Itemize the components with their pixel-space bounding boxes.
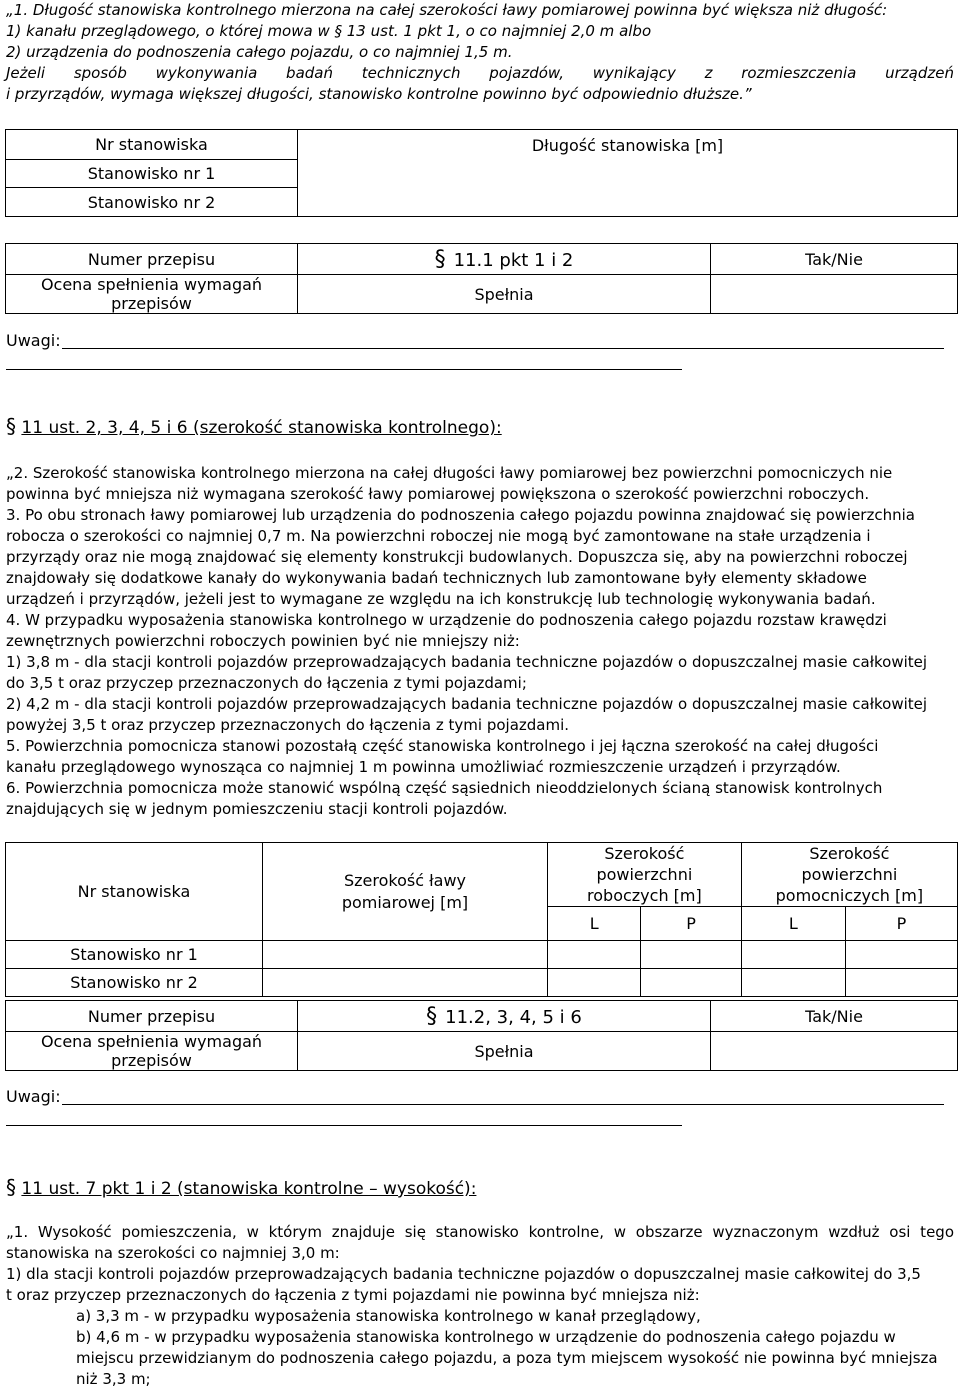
- assessment-table-2: [5, 1000, 958, 1071]
- body-line: 3. Po obu stronach ławy pomiarowej lub urządzenia do podnoszenia całego pojazdu powinna znajdować się powierzchnia: [6, 506, 915, 524]
- numer-przepisu-label: Numer przepisu: [6, 244, 298, 275]
- answer-field[interactable]: [711, 275, 958, 314]
- sub-header-l: L: [741, 907, 845, 941]
- section-sign: §: [434, 246, 446, 272]
- body-line: przyrządy oraz nie mogą znajdować się elementy konstrukcji budowlanych. Dopuszcza się, aby na powierzchni roboczej: [6, 548, 908, 566]
- section-sign: §: [426, 1003, 438, 1029]
- cell-input[interactable]: [548, 941, 641, 969]
- intro-paragraph: [6, 0, 954, 105]
- body-line: „2. Szerokość stanowiska kontrolnego mierzona na całej długości ławy pomiarowej bez powierzchni pomocniczych nie: [6, 464, 893, 482]
- intro-line: 2) urządzenia do podnoszenia całego pojazdu, o co najmniej 1,5 m.: [6, 43, 513, 61]
- cell-input[interactable]: [263, 969, 548, 997]
- body-line: kanału przeglądowego wynosząca co najmniej 1 m powinna umożliwiać rozmieszczenie urządzeń i przyrządów.: [6, 758, 841, 776]
- body-line: stanowiska na szerokości co najmniej 3,0 m:: [6, 1244, 340, 1262]
- width-table: [5, 842, 958, 997]
- col-header-pomocnicze: Szerokość powierzchni pomocniczych [m]: [741, 843, 957, 907]
- body-line: niż 3,3 m;: [76, 1370, 151, 1388]
- section-sign: §: [6, 1175, 16, 1199]
- body-line: 1) 3,8 m - dla stacji kontroli pojazdów przeprowadzających badania techniczne pojazdów o dopuszczalnej masie całkowitej: [6, 653, 928, 671]
- section-sign: §: [6, 414, 16, 438]
- section-heading: [6, 414, 502, 438]
- body-line: 1) dla stacji kontroli pojazdów przeprowadzających badania techniczne pojazdów o dopuszczalnej masie całkowitej do 3,5: [6, 1265, 921, 1283]
- cell-input[interactable]: [845, 969, 957, 997]
- col-header-lawa: Szerokość ławy pomiarowej [m]: [263, 843, 548, 941]
- intro-line: „1. Długość stanowiska kontrolnego mierzona na całej szerokości ławy pomiarowej powinna być większa niż długość:: [6, 1, 888, 19]
- ocena-label: Ocena spełnienia wymagań przepisów: [6, 275, 298, 314]
- row-stanowisko-1: Stanowisko nr 1: [6, 941, 263, 969]
- body-line: zewnętrznych powierzchni roboczych powinien być nie mniejszy niż:: [6, 632, 520, 650]
- body-line: powyżej 3,5 t oraz przyczep przeznaczonych do łączenia z tymi pojazdami.: [6, 716, 570, 734]
- przepis-number: § 11.1 pkt 1 i 2: [298, 244, 711, 275]
- answer-field[interactable]: [711, 1032, 958, 1071]
- body-line: miejscu przewidzianym do podnoszenia całego pojazdu, a poza tym miejscem wysokość nie powinna być mniejsza: [76, 1349, 938, 1367]
- sub-header-p: P: [845, 907, 957, 941]
- col-header-nr: Nr stanowiska: [6, 843, 263, 941]
- cell-input[interactable]: [741, 969, 845, 997]
- uwagi-label: Uwagi:: [6, 331, 61, 350]
- body-line: a) 3,3 m - w przypadku wyposażenia stanowiska kontrolnego w kanał przeglądowy,: [76, 1307, 701, 1325]
- ocena-label: Ocena spełnienia wymagań przepisów: [6, 1032, 298, 1071]
- cell-input[interactable]: [845, 941, 957, 969]
- body-line: „1. Wysokość pomieszczenia, w którym znajduje się stanowisko kontrolne, w obszarze wyznaczonym wzdłuż osi tego: [6, 1223, 954, 1241]
- assessment-table-1: [5, 243, 958, 314]
- uwagi-line[interactable]: [6, 1125, 682, 1126]
- body-line: znajdowały się dodatkowe kanały do wykonywania badań technicznych lub zamontowane były elementy składowe: [6, 569, 867, 587]
- body-line: robocza o szerokości co najmniej 0,7 m. Na powierzchni roboczej nie mogą być zamontowane na stałe urządzenia i: [6, 527, 871, 545]
- spelnia-label: Spełnia: [298, 1032, 711, 1071]
- cell-input[interactable]: [641, 941, 741, 969]
- section-title: 11 ust. 2, 3, 4, 5 i 6 (szerokość stanowiska kontrolnego):: [21, 418, 502, 438]
- sub-header-l: L: [548, 907, 641, 941]
- cell-input[interactable]: [548, 969, 641, 997]
- section2-paragraph: [6, 463, 954, 820]
- section3-paragraph: [6, 1222, 954, 1390]
- intro-line: Jeżeli sposób wykonywania badań technicznych pojazdów, wynikający z rozmieszczenia urządzeń: [6, 64, 954, 82]
- cell-input[interactable]: [641, 969, 741, 997]
- body-line: 2) 4,2 m - dla stacji kontroli pojazdów przeprowadzających badania techniczne pojazdów o dopuszczalnej masie całkowitej: [6, 695, 928, 713]
- spelnia-label: Spełnia: [298, 275, 711, 314]
- cell-input[interactable]: [741, 941, 845, 969]
- uwagi-line[interactable]: [62, 348, 944, 349]
- body-line: 6. Powierzchnia pomocnicza może stanowić wspólną część sąsiednich nieoddzielonych ścianą stanowisk kontrolnych: [6, 779, 883, 797]
- intro-line: i przyrządów, wymaga większej długości, stanowisko kontrolne powinno być odpowiednio dłuższe.”: [6, 85, 752, 103]
- intro-line: 1) kanału przeglądowego, o której mowa w § 13 ust. 1 pkt 1, o co najmniej 2,0 m albo: [6, 22, 652, 40]
- body-line: t oraz przyczep przeznaczonych do łączenia z tymi pojazdami nie powinna być mniejsza niż:: [6, 1286, 700, 1304]
- row-stanowisko-1: Stanowisko nr 1: [6, 160, 298, 188]
- length-table: [5, 129, 958, 217]
- taknie-label: Tak/Nie: [711, 1001, 958, 1032]
- taknie-label: Tak/Nie: [711, 244, 958, 275]
- uwagi-line[interactable]: [6, 369, 682, 370]
- col-header-dlugosc: Długość stanowiska [m]: [298, 130, 958, 217]
- cell-input[interactable]: [263, 941, 548, 969]
- body-line: znajdujących się w jednym pomieszczeniu stacji kontroli pojazdów.: [6, 800, 508, 818]
- body-line: powinna być mniejsza niż wymagana szerokość ławy pomiarowej powiększona o szerokość powierzchni roboczych.: [6, 485, 870, 503]
- body-line: 5. Powierzchnia pomocnicza stanowi pozostałą część stanowiska kontrolnego i jej łączna szerokość na całej długości: [6, 737, 879, 755]
- numer-przepisu-label: Numer przepisu: [6, 1001, 298, 1032]
- uwagi-line[interactable]: [62, 1104, 944, 1105]
- section-title: 11 ust. 7 pkt 1 i 2 (stanowiska kontrolne – wysokość):: [21, 1179, 477, 1199]
- col-header-robocze: Szerokość powierzchni roboczych [m]: [548, 843, 742, 907]
- body-line: 4. W przypadku wyposażenia stanowiska kontrolnego w urządzenie do podnoszenia całego pojazdu rozstaw krawędzi: [6, 611, 887, 629]
- uwagi-label: Uwagi:: [6, 1087, 61, 1106]
- col-header-nr: Nr stanowiska: [6, 130, 298, 160]
- row-stanowisko-2: Stanowisko nr 2: [6, 188, 298, 217]
- przepis-number: § 11.2, 3, 4, 5 i 6: [298, 1001, 711, 1032]
- body-line: b) 4,6 m - w przypadku wyposażenia stanowiska kontrolnego w urządzenie do podnoszenia całego pojazdu w: [76, 1328, 896, 1346]
- row-stanowisko-2: Stanowisko nr 2: [6, 969, 263, 997]
- section-heading: [6, 1175, 476, 1199]
- body-line: do 3,5 t oraz przyczep przeznaczonych do łączenia z tymi pojazdami;: [6, 674, 527, 692]
- body-line: urządzeń i przyrządów, jeżeli jest to wymagane ze względu na ich konstrukcję lub technologię wykonywania badań.: [6, 590, 876, 608]
- sub-header-p: P: [641, 907, 741, 941]
